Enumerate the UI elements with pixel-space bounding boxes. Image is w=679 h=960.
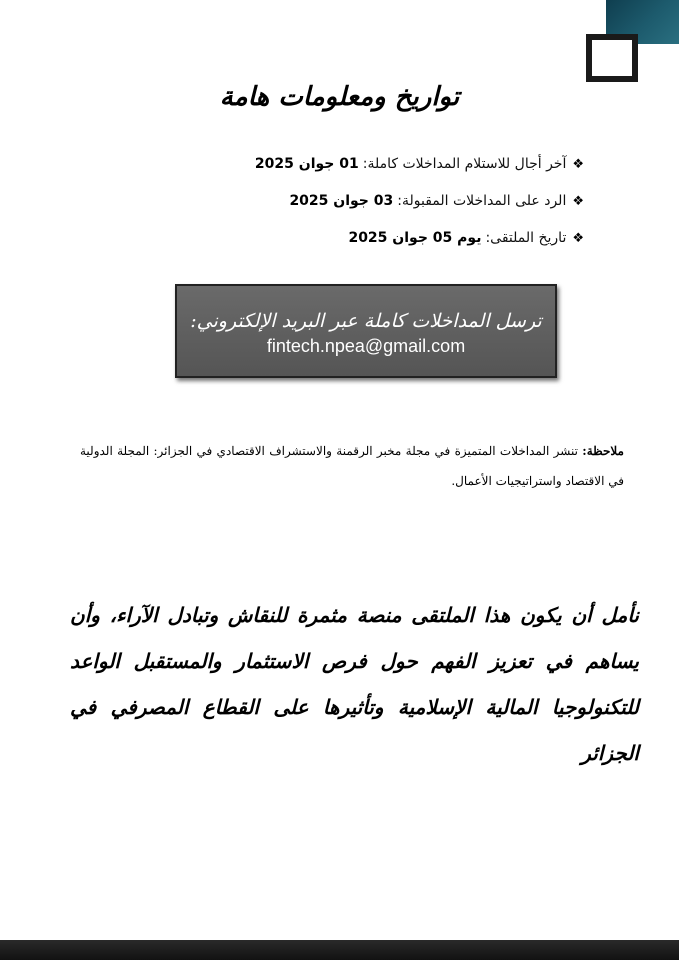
date-value: يوم 05 جوان 2025 <box>348 230 482 246</box>
diamond-bullet-icon: ❖ <box>572 157 584 172</box>
date-item-conference-date <box>255 230 584 267</box>
date-item-acceptance-reply <box>255 193 584 230</box>
diamond-bullet-icon: ❖ <box>572 194 584 209</box>
dates-list <box>255 156 584 267</box>
email-info-box <box>175 284 557 378</box>
date-value: 01 جوان 2025 <box>254 156 359 172</box>
note-text: تنشر المداخلات المتميزة في مجلة مخبر الرقمنة والاستشراف الاقتصادي في الجزائر: المجلة الدولية في الاقتصاد واستراتيجيات الأعمال. <box>80 444 624 488</box>
date-label: الرد على المداخلات المقبولة: <box>397 193 567 209</box>
closing-statement: نأمل أن يكون هذا الملتقى منصة مثمرة للنقاش وتبادل الآراء، وأن يساهم في تعزيز الفهم حول فرص الاستثمار والمستقبل الواعد للتكنولوجيا المالية الإسلامية وتأثيرها على القطاع المصرفي في الجزائر <box>70 603 639 765</box>
note-paragraph <box>80 436 624 496</box>
corner-square-frame <box>586 34 638 82</box>
date-label: تاريخ الملتقى: <box>485 230 567 246</box>
date-value: 03 جوان 2025 <box>289 193 394 209</box>
email-box-heading: ترسل المداخلات كاملة عبر البريد الإلكتروني: <box>190 310 542 332</box>
date-item-submission-deadline <box>255 156 584 193</box>
diamond-bullet-icon: ❖ <box>572 231 584 246</box>
email-address-link[interactable]: fintech.npea@gmail.com <box>266 336 466 356</box>
note-label: ملاحظة: <box>582 444 624 458</box>
page-title: تواريخ ومعلومات هامة <box>219 82 460 112</box>
bottom-bar <box>0 940 679 960</box>
date-label: آخر أجال للاستلام المداخلات كاملة: <box>362 156 567 172</box>
